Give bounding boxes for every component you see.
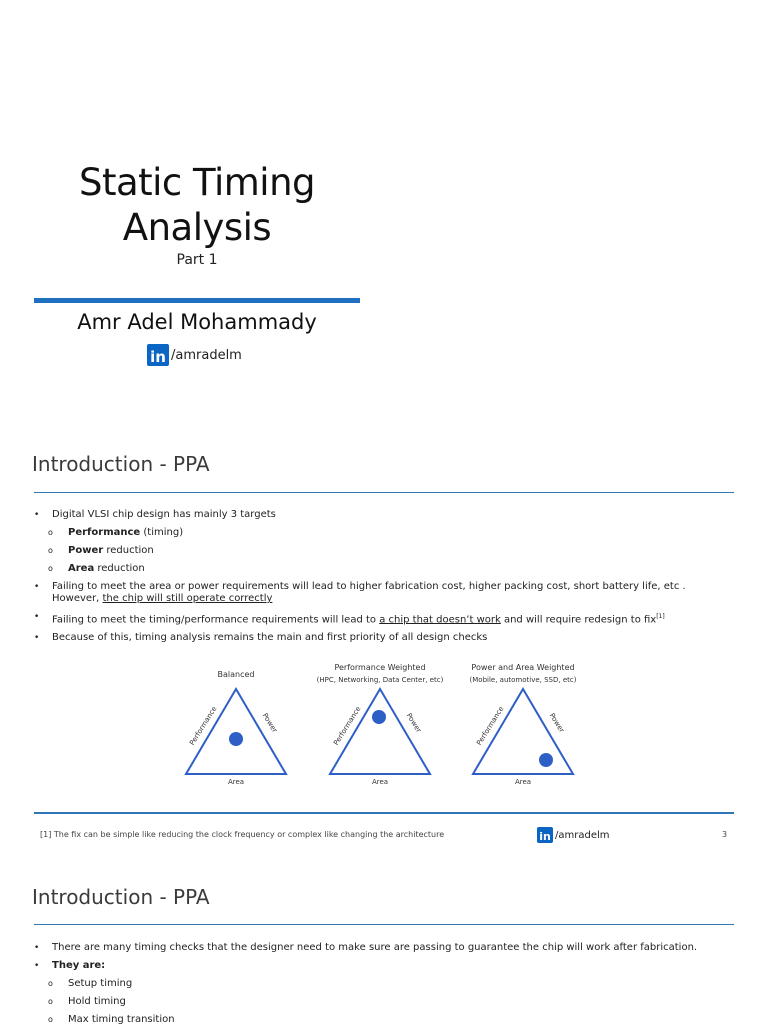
- slide4-bullets: [34, 939, 734, 1029]
- slide4-heading: Introduction - PPA: [32, 885, 210, 909]
- label-power: Power: [547, 711, 566, 735]
- bullet-item: [34, 629, 734, 647]
- slide3-heading: Introduction - PPA: [32, 452, 210, 476]
- sub-bullet-text: Max timing transition: [68, 1014, 175, 1025]
- balance-dot: [372, 710, 386, 724]
- footnote: [1] The fix can be simple like reducing the clock frequency or complex like changing the architecture: [40, 830, 445, 839]
- bullet-text: Digital VLSI chip design has mainly 3 targets: [52, 509, 276, 520]
- diagram-balanced: [186, 670, 286, 786]
- sub-bullet-text: Hold timing: [68, 996, 126, 1007]
- bullet-glyph: •: [34, 510, 40, 520]
- label-area: Area: [371, 778, 389, 786]
- diagram-title: Performance Weighted: [334, 663, 426, 672]
- label-performance: Performance: [188, 705, 219, 747]
- title-line-1: Static Timing: [78, 161, 316, 204]
- sub-bullet-text: Setup timing: [68, 978, 133, 989]
- slide3-bullets: [34, 506, 734, 647]
- label-area: Area: [514, 778, 532, 786]
- linkedin-handle: /amradelm: [555, 829, 610, 841]
- bullet-text: Because of this, timing analysis remains the main and first priority of all design checks: [52, 632, 488, 644]
- slide3-heading-rule: [34, 492, 734, 493]
- linkedin-link[interactable]: [147, 344, 242, 366]
- bullet-text: Failing to meet the timing/performance requirements will lead to: [52, 614, 380, 626]
- author-name: Amr Adel Mohammady: [77, 310, 317, 334]
- sub-bullet-glyph: o: [48, 528, 53, 537]
- sub-bullet-text: reduction: [103, 545, 154, 556]
- bullet-glyph: •: [34, 612, 40, 622]
- label-performance: Performance: [332, 705, 363, 747]
- label-area: Area: [227, 778, 245, 786]
- page-number: 3: [722, 830, 728, 839]
- footer-linkedin-link[interactable]: [537, 827, 610, 843]
- bullet-glyph: •: [34, 633, 40, 644]
- linkedin-handle: /amradelm: [171, 347, 242, 363]
- bullet-text: Failing to meet the area or power requirements will lead to higher fabrication cost, higher packing cost, short battery life, etc .: [52, 581, 686, 592]
- diagram-title: Balanced: [217, 670, 255, 679]
- bullet-item: [34, 939, 734, 957]
- diagram-subtitle: (HPC, Networking, Data Center, etc): [316, 676, 444, 684]
- linkedin-icon: in: [537, 827, 553, 843]
- balance-dot: [229, 732, 243, 746]
- title-block: [0, 160, 394, 268]
- diagram-subtitle: (Mobile, automotive, SSD, etc): [469, 676, 577, 684]
- sub-bullet-item: [34, 993, 734, 1011]
- bullet-text: and will require redesign to fix: [500, 614, 657, 626]
- bullet-glyph: •: [34, 582, 40, 592]
- bullet-glyph: •: [34, 961, 40, 971]
- label-power: Power: [260, 711, 279, 735]
- sub-bullet-glyph: o: [48, 546, 53, 555]
- sub-bullet-bold: Area: [68, 563, 95, 574]
- bullet-text: However,: [52, 593, 103, 604]
- diagram-performance-weighted: [317, 663, 444, 786]
- footer-rule: [34, 812, 734, 814]
- diagram-power-area-weighted: [470, 663, 577, 786]
- sub-bullet-item: [34, 524, 734, 542]
- subtitle-part: Part 1: [176, 252, 218, 268]
- sub-bullet-glyph: o: [48, 1015, 53, 1024]
- ppa-diagrams-svg: [170, 660, 600, 790]
- bullet-text: They are:: [52, 960, 106, 971]
- title-divider: [34, 298, 360, 303]
- linkedin-icon: in: [147, 344, 169, 366]
- sub-bullet-bold: Power: [68, 545, 104, 556]
- sub-bullet-glyph: o: [48, 564, 53, 573]
- sub-bullet-text: reduction: [94, 563, 145, 574]
- ppa-diagrams: [170, 660, 600, 790]
- diagram-title: Power and Area Weighted: [471, 663, 575, 672]
- label-performance: Performance: [475, 705, 506, 747]
- sub-bullet-item: [34, 542, 734, 560]
- balance-dot: [539, 753, 553, 767]
- bullet-item: [34, 506, 734, 524]
- sub-bullet-item: [34, 975, 734, 993]
- sub-bullet-bold: Performance: [68, 527, 141, 538]
- label-power: Power: [404, 711, 423, 735]
- title-line-2: Analysis: [122, 206, 272, 249]
- sub-bullet-item: [34, 1011, 734, 1029]
- footnote-ref: [1]: [656, 613, 665, 620]
- slide4-heading-rule: [34, 924, 734, 925]
- bullet-item: [34, 608, 734, 629]
- sub-bullet-text: (timing): [140, 527, 184, 538]
- underlined-text: the chip will still operate correctly: [102, 593, 273, 604]
- sub-bullet-glyph: o: [48, 997, 53, 1006]
- underlined-text: a chip that doesn’t work: [379, 614, 501, 626]
- bullet-item: [34, 957, 734, 975]
- bullet-text: There are many timing checks that the designer need to make sure are passing to guarantee the chip will work after fabrication.: [52, 942, 698, 953]
- sub-bullet-glyph: o: [48, 979, 53, 988]
- sub-bullet-item: [34, 560, 734, 578]
- bullet-glyph: •: [34, 943, 40, 953]
